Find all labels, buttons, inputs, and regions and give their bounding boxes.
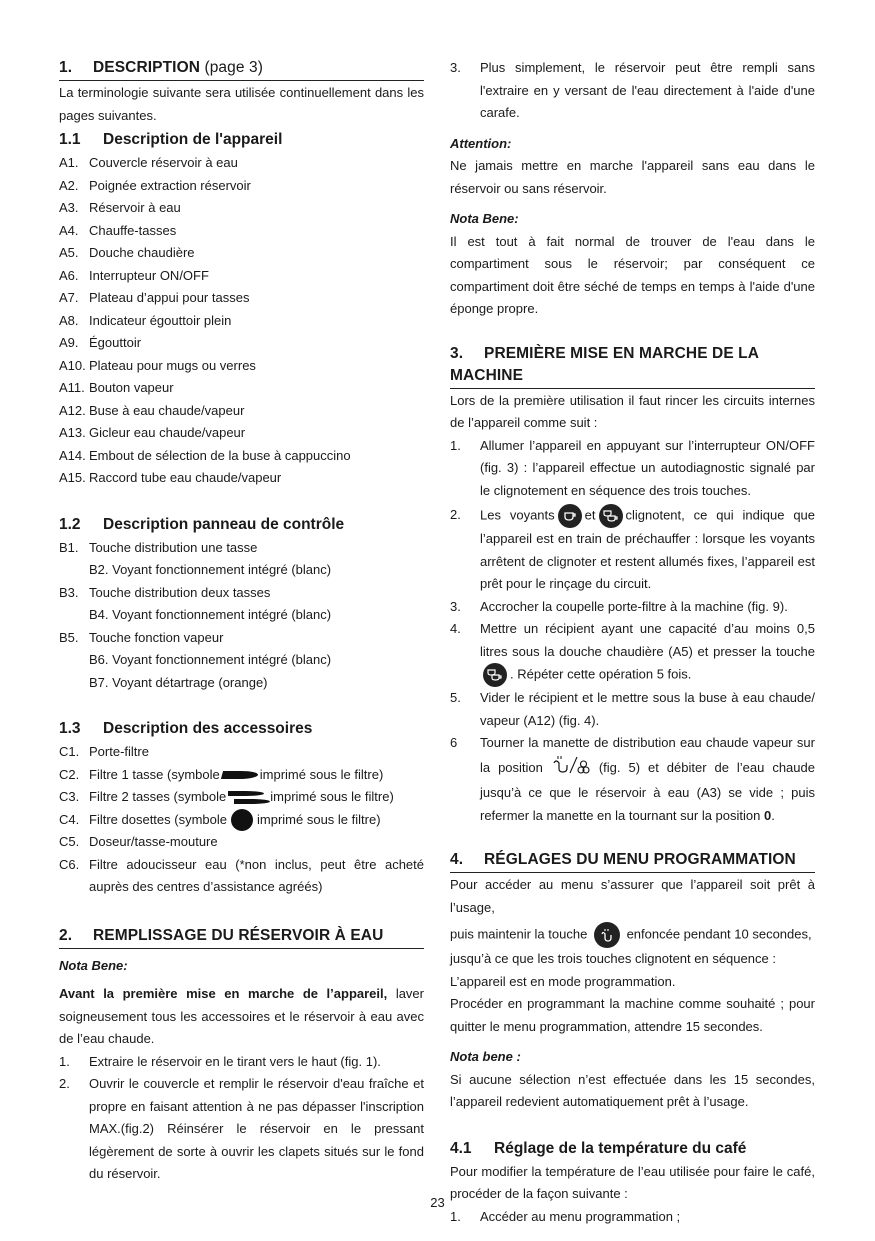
item-key: A6. [59,267,79,283]
subsection-number: 1.2 [59,515,81,533]
nota-bene-text: Si aucune sélection n’est effectuée dans les 15 secondes, l’appareil redevient automatiquement prêt à l’usage. [450,1071,815,1109]
section-4-1-heading [450,1138,815,1160]
item-text: Touche fonction vapeur [89,629,224,645]
section-title: DESCRIPTION [93,59,201,76]
item-text: Filtre dosettes (symbole [89,811,227,827]
item-text: Indicateur égouttoir plein [89,312,232,328]
item-text: Filtre adoucisseur eau (*non inclus, peut être acheté auprès des centres d’assistance agréés) [89,856,424,895]
list-subitem: B4. Voyant fonctionnement intégré (blanc) [89,607,332,622]
section-1-2-heading [59,514,424,536]
line-text: enfoncée pendant 10 secondes, [626,926,812,942]
item-key: 2. [59,1076,70,1092]
item-text: Filtre 1 tasse (symbole [89,766,220,782]
item-key: A5. [59,245,79,260]
item-text: Accéder au menu programmation ; [480,1208,681,1224]
item-key: A3. [59,200,79,215]
section-4-line: L’appareil est en mode programmation. [450,973,676,989]
item-text: Les voyants [480,507,555,523]
list-item [59,332,424,355]
subsection-title: Réglage de la température du café [494,1139,747,1157]
lead-text: laver soigneusement tous les accessoires et le réservoir à eau avec de l’eau chaude. [59,986,424,1047]
item-key: A13. [59,425,86,440]
list-subitem: B2. Voyant fonctionnement intégré (blanc) [89,562,332,577]
item-key: C3. [59,789,80,804]
item-text: Vider le récipient et le mettre sous la buse à eau chaude/ vapeur (A12) (fig. 4). [480,690,815,728]
list-item [59,467,424,490]
list-item [59,422,424,445]
list-item [450,57,815,125]
item-key: A12. [59,402,86,418]
section-number: 3. [450,344,464,362]
item-key: A9. [59,335,79,350]
list-item [59,1073,424,1186]
list-item [59,445,424,468]
section-1-intro: La terminologie suivante sera utilisée continuellement dans les pages suivantes. [59,85,424,123]
list-item [450,618,815,687]
item-text: Raccord tube eau chaude/vapeur [89,470,282,485]
item-key: 1. [450,1208,461,1224]
list-item [59,287,424,310]
list-item [59,220,424,243]
two-cup-button-icon [483,663,507,687]
nota-bene-label: Nota Bene: [59,957,128,973]
item-key: C2. [59,766,80,782]
section-title: PREMIÈRE MISE EN MARCHE DE LA MACHINE [450,344,759,384]
section-number: 2. [59,926,73,944]
section-3-intro: Lors de la première utilisation il faut rincer les circuits internes de l’appareil comme suit : [450,392,815,430]
section-4-line: Procéder en programmant la machine comme souhaité ; pour quitter le menu programmation, attendre 15 secondes. [450,996,815,1034]
attention-text: Ne jamais mettre en marche l'appareil sans eau dans le réservoir ou sans réservoir. [450,158,815,196]
pod-filter-icon [231,809,253,831]
subsection-title: Description de l'appareil [103,131,283,148]
item-key: A2. [59,177,79,193]
list-item [450,435,815,503]
item-text: Porte-filtre [89,744,149,759]
item-key: 4. [450,621,461,636]
item-key: A14. [59,447,86,463]
section-1-3-heading [59,718,424,740]
list-item [450,687,815,732]
item-text: et [584,507,596,523]
list-subitem: B6. Voyant fonctionnement intégré (blanc) [89,652,332,667]
line-text: puis maintenir la touche [450,926,588,942]
section-number: 4. [450,851,464,868]
item-key: B3. [59,584,79,600]
item-text: . [771,807,775,823]
section-4-line: Pour accéder au menu s’assurer que l’appareil soit prêt à l’usage, [450,877,815,915]
item-text: Plateau d’appui pour tasses [89,290,250,305]
two-cup-filter-icon [228,791,268,805]
item-text: . Répéter cette opération 5 fois. [510,666,692,682]
section-4-1-intro: Pour modifier la température de l’eau utilisée pour faire le café, procéder de la façon suivante : [450,1163,815,1201]
item-text: imprimé sous le filtre) [270,789,394,804]
list-item [450,596,815,619]
section-number: 1. [59,59,73,76]
list-item [59,854,424,899]
item-text: Extraire le réservoir en le tirant vers le haut (fig. 1). [89,1053,381,1069]
item-text: Buse à eau chaude/vapeur [89,402,245,418]
item-text: Couvercle réservoir à eau [89,155,238,170]
item-key: 3. [450,598,461,614]
appliance-parts-list [59,152,424,490]
section-1-1-heading [59,129,424,151]
list-item [59,764,424,787]
item-text: (fig. 5) et débiter de l’eau chaude jusqu’à ce que le réservoir à eau (A3) se vide ; puis refermer la manette en la tournant sur la position [480,759,815,823]
item-key: C6. [59,856,80,872]
section-1-heading [59,57,424,81]
item-text: Allumer l’appareil en appuyant sur l’interrupteur ON/OFF (fig. 3) : l’appareil effectue un autodiagnostic signalé par le clignotement en séquence des trois touches. [480,437,815,498]
two-cup-button-icon [599,504,623,528]
section-title: REMPLISSAGE DU RÉSERVOIR À EAU [93,926,384,944]
subsection-number: 4.1 [450,1139,472,1157]
item-text: Touche distribution deux tasses [89,584,271,600]
off-position-label: 0 [764,807,772,823]
section-4-line [450,922,815,948]
subsection-title: Description des accessoires [103,720,313,737]
section-2-heading [59,925,424,949]
item-text: imprimé sous le filtre) [257,811,381,827]
item-key: 6 [450,735,458,750]
list-item [59,537,424,560]
list-item [450,732,815,827]
steam-hot-water-icon [551,755,591,783]
item-key: 2. [450,507,461,522]
item-key: A11. [59,380,85,395]
section-4-line: jusqu’à ce que les trois touches clignotent en séquence : [450,951,776,966]
nota-bene-label: Nota bene : [450,1049,521,1064]
section-4-heading [450,849,815,873]
subsection-title: Description panneau de contrôle [103,515,345,533]
subsection-number: 1.1 [59,131,81,148]
item-key: C4. [59,811,80,827]
item-text: Touche distribution une tasse [89,539,258,555]
item-key: B5. [59,629,79,645]
list-item [59,242,424,265]
lead-bold: Avant la première mise en marche de l’appareil, [59,986,388,1002]
item-key: 3. [450,60,461,75]
item-key: A7. [59,290,79,305]
left-column [59,57,424,1186]
section-title: RÉGLAGES DU MENU PROGRAMMATION [484,851,796,868]
item-text: Filtre 2 tasses (symbole [89,789,227,804]
nota-bene-label: Nota Bene: [450,211,519,226]
item-text: Poignée extraction réservoir [89,177,251,193]
list-item [59,809,424,832]
list-item [59,265,424,288]
steam-button-icon [594,922,620,948]
item-text: Bouton vapeur [89,380,174,395]
nota-bene-text: Il est tout à fait normal de trouver de l'eau dans le compartiment sous le réservoir; par conséquent ce compartiment doit être séché de temps en temps à l'aide d'une éponge propre. [450,233,815,316]
item-key: A1. [59,155,79,170]
item-text: Accrocher la coupelle porte-filtre à la machine (fig. 9). [480,598,788,614]
list-item [450,504,815,596]
section-3-heading [450,343,815,389]
attention-label: Attention: [450,135,512,151]
list-item [59,152,424,175]
right-column [450,57,815,1228]
list-item [59,175,424,198]
item-text: imprimé sous le filtre) [259,766,384,782]
item-key: A8. [59,312,79,328]
list-item [59,582,424,605]
item-text: Réservoir à eau [89,200,181,215]
item-text: Égouttoir [89,335,142,350]
list-item [59,400,424,423]
list-subitem: B7. Voyant détartrage (orange) [89,674,268,690]
section-page-ref: (page 3) [204,59,263,76]
item-key: 1. [450,437,461,453]
page-number: 23 [430,1195,445,1210]
item-text: Plus simplement, le réservoir peut être rempli sans l'extraire en y versant de l'eau directement à l'aide d'une carafe. [480,60,815,120]
item-text: Plateau pour mugs ou verres [89,357,256,373]
item-key: B1. [59,539,79,555]
item-text: clignotent, ce qui indique que l’appareil est en train de préchauffer : lorsque les voyants arrêtent de clignoter et restent allumés fixes, l’appareil est prêt pour le rinçage du circuit. [480,507,816,591]
section-2-lead [59,983,424,1051]
item-text: Tourner la manette de distribution eau chaude vapeur sur la position [480,735,815,775]
item-key: 1. [59,1053,70,1069]
list-item [59,355,424,378]
list-item [59,197,424,220]
item-key: A15. [59,470,86,485]
item-key: C1. [59,744,80,759]
item-text: Ouvrir le couvercle et remplir le réservoir d'eau fraîche et propre en faisant attention à ne pas dépasser l'inscription MAX.(fig.2) Réinsérer le réservoir en le pressant légèrement de sorte à ouvrir les clapets situés sur le fond du réservoir. [89,1076,424,1182]
list-item [59,741,424,764]
item-key: A10. [59,357,86,373]
list-item [59,377,424,400]
item-key: 5. [450,690,461,705]
list-item [59,786,424,809]
item-text: Doseur/tasse-mouture [89,834,218,850]
list-item [59,1051,424,1074]
item-text: Gicleur eau chaude/vapeur [89,425,246,440]
item-text: Embout de sélection de la buse à cappuccino [89,447,351,463]
item-text: Douche chaudière [89,245,195,260]
item-key: A4. [59,222,79,238]
item-text: Mettre un récipient ayant une capacité d’au moins 0,5 litres sous la douche chaudière (A5) et presser la touche [480,621,815,659]
one-cup-button-icon [558,504,582,528]
item-key: C5. [59,834,80,850]
list-item [59,310,424,333]
list-item [59,831,424,854]
subsection-number: 1.3 [59,720,81,737]
item-text: Chauffe-tasses [89,222,177,238]
item-text: Interrupteur ON/OFF [89,267,209,283]
list-item [59,627,424,650]
one-cup-filter-icon [221,771,259,779]
